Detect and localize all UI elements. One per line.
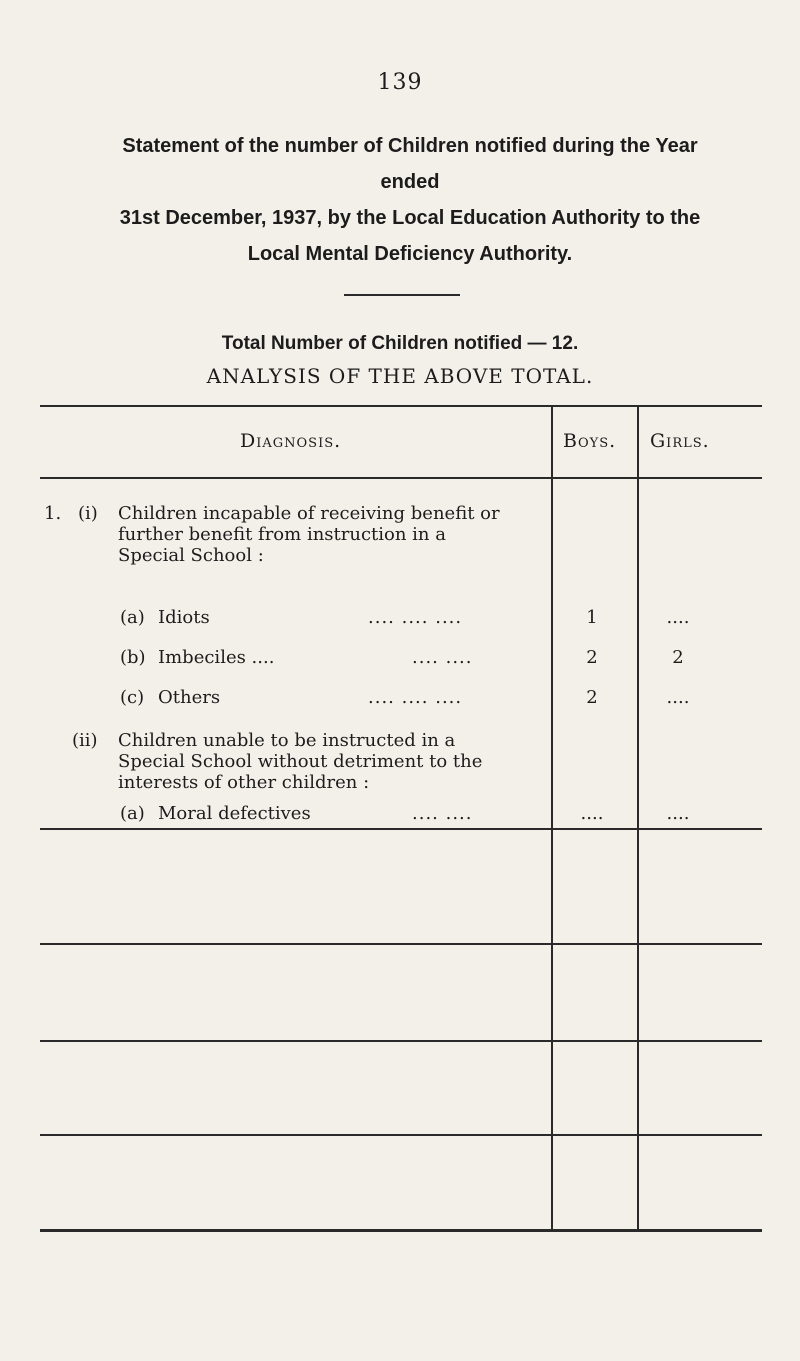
statement-heading	[100, 128, 720, 272]
section4-bottom-rule	[40, 1134, 762, 1136]
girls-value: 2	[672, 647, 684, 668]
section1-number: 1.	[44, 503, 62, 524]
section3-bottom-rule	[40, 1040, 762, 1042]
girls-value: ....	[666, 803, 690, 824]
header-girls: Girls.	[650, 430, 710, 452]
boys-column-divider	[551, 405, 553, 1231]
table-bottom-rule	[40, 1229, 762, 1232]
total-notified: Total Number of Children notified — 12.	[221, 333, 579, 354]
boys-value: ....	[580, 803, 604, 824]
header-bottom-rule	[40, 477, 762, 479]
boys-value: 2	[586, 647, 598, 668]
page-number: 139	[377, 70, 423, 95]
girls-column-divider	[637, 405, 639, 1231]
section1-i-text: Children incapable of receiving benefit or further benefit from instruction in a Special School :	[118, 503, 500, 566]
girls-value: ....	[666, 607, 690, 628]
section1-ii-text: Children unable to be instructed in a Special School without detriment to the interests of other children :	[118, 730, 483, 793]
section1-ii-label: (ii)	[72, 730, 98, 751]
girls-value: ....	[666, 687, 690, 708]
divider-rule	[344, 294, 460, 296]
table-top-rule	[40, 405, 762, 407]
header-boys: Boys.	[563, 430, 617, 452]
section2-bottom-rule	[40, 943, 762, 945]
heading-line-3: Local Mental Deficiency Authority.	[247, 243, 573, 265]
analysis-heading: ANALYSIS OF THE ABOVE TOTAL.	[206, 364, 594, 388]
heading-line-1: Statement of the number of Children notified during the Year ended	[122, 135, 698, 193]
heading-line-2: 31st December, 1937, by the Local Education Authority to the	[119, 207, 701, 229]
boys-value: 1	[586, 607, 598, 628]
header-diagnosis: Diagnosis.	[240, 430, 342, 452]
section1-i-label: (i)	[78, 503, 98, 524]
section1-bottom-rule	[40, 828, 762, 830]
boys-value: 2	[586, 687, 598, 708]
